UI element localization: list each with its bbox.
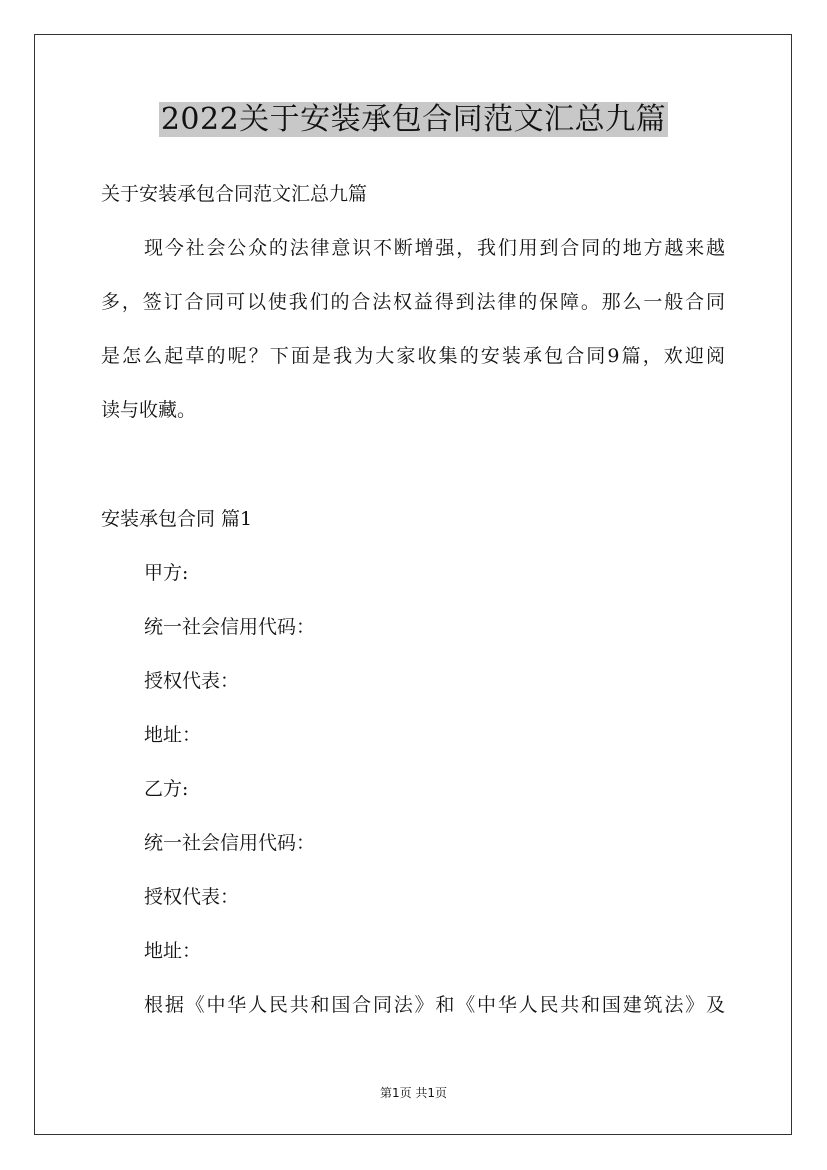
party-a-credit-code: 统一社会信用代码： xyxy=(144,616,316,638)
party-b-label: 乙方: xyxy=(144,778,189,800)
party-b-credit-code: 统一社会信用代码： xyxy=(144,832,316,854)
intro-line-2: 多，签订合同可以使我们的合法权益得到法律的保障。那么一般合同 xyxy=(101,291,725,313)
document-subtitle: 关于安装承包合同范文汇总九篇 xyxy=(101,183,368,205)
intro-line-1: 现今社会公众的法律意识不断增强，我们用到合同的地方越来越 xyxy=(144,237,725,259)
document-title-text: 2022关于安装承包合同范文汇总九篇 xyxy=(160,102,667,137)
party-b-address: 地址： xyxy=(144,940,202,962)
intro-line-3: 是怎么起草的呢？下面是我为大家收集的安装承包合同9篇，欢迎阅 xyxy=(101,345,725,367)
page-footer: 第1页 共1页 xyxy=(379,1086,448,1100)
party-b-representative: 授权代表： xyxy=(144,886,240,908)
party-a-address: 地址： xyxy=(144,724,202,746)
document-title xyxy=(0,100,827,140)
legal-basis-line: 根据《中华人民共和国合同法》和《中华人民共和国建筑法》及 xyxy=(144,994,725,1016)
section-heading: 安装承包合同 篇1 xyxy=(101,508,253,530)
intro-line-4: 读与收藏。 xyxy=(101,399,197,421)
party-a-label: 甲方: xyxy=(144,562,189,584)
party-a-representative: 授权代表： xyxy=(144,670,240,692)
